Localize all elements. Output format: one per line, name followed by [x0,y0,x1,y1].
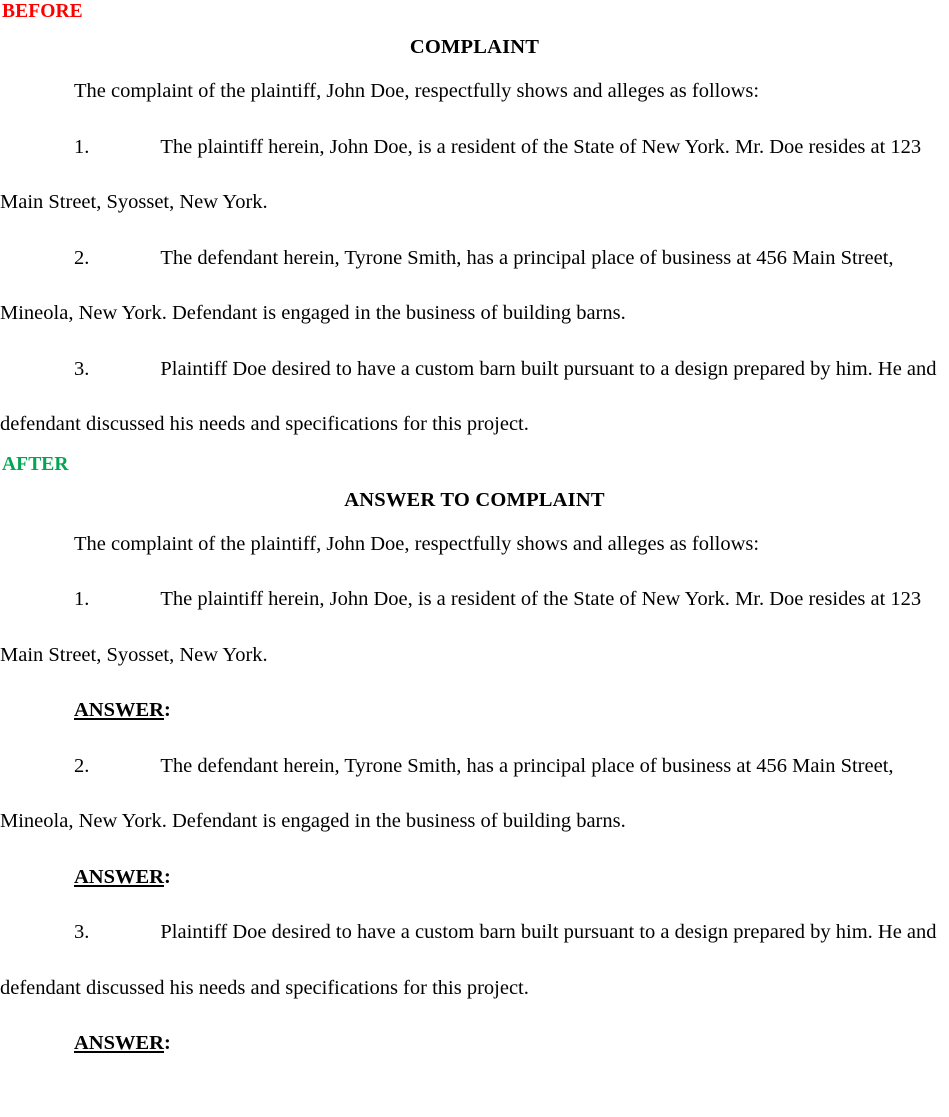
answer-response-line-2 [0,850,949,906]
answer-label: ANSWER [74,699,164,721]
item-text: The defendant herein, Tyrone Smith, has a principal place of business at 456 Main Street, Mineola, New York. Defendant is engaged in the business of building barns. [0,246,894,324]
complaint-heading: COMPLAINT [409,36,540,58]
item-number: 2. [74,246,90,269]
before-numbered-item-1 [0,120,949,231]
before-intro-paragraph: The complaint of the plaintiff, John Doe, respectfully shows and alleges as follows: [74,80,760,102]
answer-response-line-1 [0,683,949,739]
item-text: The plaintiff herein, John Doe, is a resident of the State of New York. Mr. Doe resides at 123 Main Street, Syosset, New York. [0,135,922,213]
answer-response-line-3 [0,1016,949,1072]
before-section [0,0,949,453]
item-number: 1. [74,135,90,158]
after-numbered-item-1 [0,572,949,683]
after-numbered-item-2 [0,739,949,850]
answer-label: ANSWER [74,1032,164,1054]
before-numbered-item-3 [0,342,949,453]
item-text: The plaintiff herein, John Doe, is a resident of the State of New York. Mr. Doe resides at 123 Main Street, Syosset, New York. [0,588,922,666]
item-number: 3. [74,357,90,380]
after-intro-paragraph: The complaint of the plaintiff, John Doe, respectfully shows and alleges as follows: [74,532,760,555]
answer-colon: : [164,699,171,721]
after-numbered-item-3 [0,905,949,1016]
item-number: 3. [74,921,90,943]
after-section [0,453,949,1072]
before-marker-label: BEFORE [2,1,83,22]
answer-to-complaint-heading: ANSWER TO COMPLAINT [344,488,605,511]
item-text: The defendant herein, Tyrone Smith, has a principal place of business at 456 Main Street, Mineola, New York. Defendant is engaged in the business of building barns. [0,754,894,832]
spacer [0,477,949,485]
before-numbered-item-2 [0,231,949,342]
item-text: Plaintiff Doe desired to have a custom barn built pursuant to a design prepared by him. He and defendant discussed his needs and specifications for this project. [0,357,937,435]
item-number: 1. [74,588,90,610]
answer-label: ANSWER [74,865,164,888]
spacer [0,24,949,32]
after-marker-label: AFTER [2,453,69,475]
item-number: 2. [74,754,90,777]
answer-colon: : [164,865,171,888]
item-text: Plaintiff Doe desired to have a custom barn built pursuant to a design prepared by him. He and defendant discussed his needs and specifications for this project. [0,921,937,999]
answer-colon: : [164,1032,171,1054]
